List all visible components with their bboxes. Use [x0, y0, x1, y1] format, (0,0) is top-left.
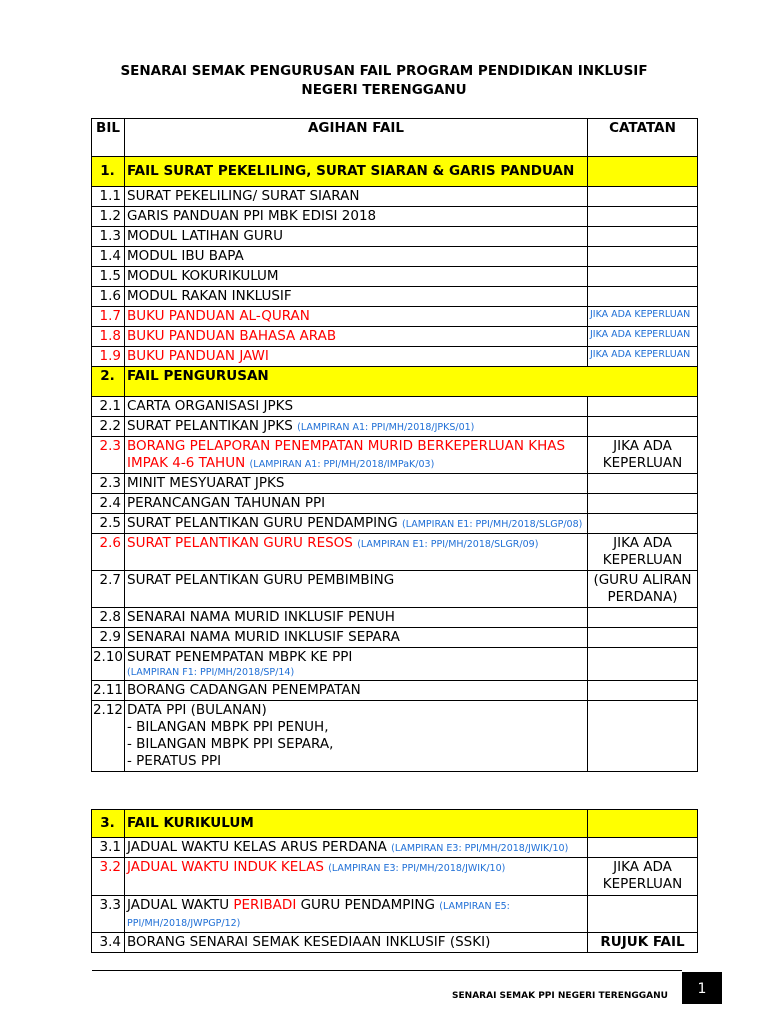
header-bil: BIL	[92, 119, 125, 157]
table-row	[92, 933, 698, 953]
row-catatan	[588, 187, 698, 207]
row-text-main: BORANG PELAPORAN PENEMPATAN MURID BERKEPERLUAN KHAS IMPAK 4-6 TAHUN	[127, 438, 566, 471]
row-bil: 2.3	[92, 474, 125, 494]
table-row	[92, 681, 698, 701]
row-bil: 2.10	[92, 648, 125, 681]
section-bil: 2.	[92, 367, 125, 397]
row-catatan	[588, 417, 698, 437]
row-bil: 1.2	[92, 207, 125, 227]
table-row	[92, 347, 698, 367]
row-text	[125, 437, 588, 474]
table-row	[92, 287, 698, 307]
row-text: MODUL IBU BAPA	[125, 247, 588, 267]
row-bil: 2.12	[92, 701, 125, 772]
page-number: 1	[682, 972, 722, 1004]
row-subline: - BILANGAN MBPK PPI PENUH,	[127, 719, 329, 735]
row-text: MODUL KOKURIKULUM	[125, 267, 588, 287]
row-text	[125, 858, 588, 896]
header-catatan: CATATAN	[588, 119, 698, 157]
table-row	[92, 187, 698, 207]
checklist-table-1	[91, 118, 698, 772]
row-catatan	[588, 628, 698, 648]
section-label: FAIL SURAT PEKELILING, SURAT SIARAN & GARIS PANDUAN	[125, 157, 588, 187]
header-agihan: AGIHAN FAIL	[125, 119, 588, 157]
row-subline: - BILANGAN MBPK PPI SEPARA,	[127, 736, 334, 752]
section-catatan	[588, 810, 698, 838]
row-text	[125, 701, 588, 772]
row-text-main: DATA PPI (BULANAN)	[127, 702, 267, 718]
row-text-main: SURAT PENEMPATAN MBPK KE PPI	[127, 649, 353, 665]
row-text-c: GURU PENDAMPING	[300, 897, 435, 913]
row-bil: 1.1	[92, 187, 125, 207]
row-bil: 2.9	[92, 628, 125, 648]
table-row	[92, 397, 698, 417]
row-catatan: RUJUK FAIL	[588, 933, 698, 953]
row-bil: 1.5	[92, 267, 125, 287]
row-text: SENARAI NAMA MURID INKLUSIF PENUH	[125, 608, 588, 628]
row-text: CARTA ORGANISASI JPKS	[125, 397, 588, 417]
row-text: MINIT MESYUARAT JPKS	[125, 474, 588, 494]
row-text: MODUL LATIHAN GURU	[125, 227, 588, 247]
row-catatan	[588, 514, 698, 534]
row-catatan: JIKA ADA KEPERLUAN	[588, 858, 698, 896]
checklist-table-2	[91, 809, 698, 953]
row-bil: 2.11	[92, 681, 125, 701]
table-row	[92, 437, 698, 474]
row-text: GARIS PANDUAN PPI MBK EDISI 2018	[125, 207, 588, 227]
row-bil: 2.8	[92, 608, 125, 628]
row-text: BUKU PANDUAN BAHASA ARAB	[125, 327, 588, 347]
row-catatan	[588, 648, 698, 681]
row-text	[125, 534, 588, 571]
row-text: BUKU PANDUAN AL-QURAN	[125, 307, 588, 327]
row-text-main: SURAT PELANTIKAN GURU RESOS	[127, 535, 353, 551]
row-bil: 3.3	[92, 896, 125, 933]
table-row	[92, 417, 698, 437]
table-row	[92, 227, 698, 247]
section-label: FAIL KURIKULUM	[125, 810, 588, 838]
footer-text: SENARAI SEMAK PPI NEGERI TERENGGANU	[452, 991, 668, 1001]
row-catatan: JIKA ADA KEPERLUAN	[588, 327, 698, 347]
table-row	[92, 247, 698, 267]
table-row	[92, 494, 698, 514]
section-row-3	[92, 810, 698, 838]
row-bil: 1.7	[92, 307, 125, 327]
table-row	[92, 514, 698, 534]
row-catatan	[588, 227, 698, 247]
row-text	[125, 514, 588, 534]
row-catatan	[588, 681, 698, 701]
row-bil: 1.8	[92, 327, 125, 347]
row-catatan	[588, 207, 698, 227]
section-label: FAIL PENGURUSAN	[125, 367, 698, 397]
row-bil: 2.1	[92, 397, 125, 417]
row-catatan	[588, 397, 698, 417]
row-catatan: JIKA ADA KEPERLUAN	[588, 347, 698, 367]
row-ref: (LAMPIRAN E3: PPI/MH/2018/JWIK/10)	[328, 863, 506, 874]
section-row-2	[92, 367, 698, 397]
table-row	[92, 307, 698, 327]
table-row	[92, 267, 698, 287]
table-row	[92, 327, 698, 347]
row-bil: 3.2	[92, 858, 125, 896]
row-text-main: JADUAL WAKTU INDUK KELAS	[127, 859, 324, 875]
row-text	[125, 648, 588, 681]
table-row	[92, 534, 698, 571]
table-row	[92, 628, 698, 648]
row-text: SENARAI NAMA MURID INKLUSIF SEPARA	[125, 628, 588, 648]
table-row	[92, 896, 698, 933]
row-catatan	[588, 247, 698, 267]
row-bil: 2.3	[92, 437, 125, 474]
row-catatan	[588, 474, 698, 494]
row-text	[125, 417, 588, 437]
table-row	[92, 858, 698, 896]
row-text-main: SURAT PELANTIKAN GURU PENDAMPING	[127, 515, 398, 531]
row-catatan	[588, 896, 698, 933]
footer-divider	[92, 970, 682, 971]
row-bil: 1.9	[92, 347, 125, 367]
row-catatan: JIKA ADA KEPERLUAN	[588, 307, 698, 327]
row-text: SURAT PEKELILING/ SURAT SIARAN	[125, 187, 588, 207]
row-catatan: JIKA ADA KEPERLUAN	[588, 534, 698, 571]
title-line-1: SENARAI SEMAK PENGURUSAN FAIL PROGRAM PENDIDIKAN INKLUSIF	[120, 63, 648, 79]
row-ref: (LAMPIRAN E5: PPI/MH/2018/JWPGP/12)	[127, 901, 510, 929]
row-ref: (LAMPIRAN E3: PPI/MH/2018/JWIK/10)	[391, 843, 569, 854]
row-bil: 1.3	[92, 227, 125, 247]
row-bil: 3.4	[92, 933, 125, 953]
row-ref: (LAMPIRAN E1: PPI/MH/2018/SLGR/09)	[357, 539, 539, 550]
row-catatan: (GURU ALIRAN PERDANA)	[588, 571, 698, 608]
row-text: SURAT PELANTIKAN GURU PEMBIMBING	[125, 571, 588, 608]
table-row	[92, 701, 698, 772]
row-bil: 1.6	[92, 287, 125, 307]
row-text-main: SURAT PELANTIKAN JPKS	[127, 418, 293, 434]
row-catatan	[588, 701, 698, 772]
title-line-2: NEGERI TERENGGANU	[301, 82, 467, 98]
row-ref: (LAMPIRAN A1: PPI/MH/2018/JPKS/01)	[297, 422, 475, 433]
row-text	[125, 896, 588, 933]
section-catatan	[588, 157, 698, 187]
table-row	[92, 648, 698, 681]
table-row	[92, 608, 698, 628]
row-bil: 2.4	[92, 494, 125, 514]
section-bil: 3.	[92, 810, 125, 838]
row-text-main: JADUAL WAKTU KELAS ARUS PERDANA	[127, 839, 387, 855]
row-text: BORANG CADANGAN PENEMPATAN	[125, 681, 588, 701]
row-bil: 2.7	[92, 571, 125, 608]
row-bil: 2.6	[92, 534, 125, 571]
section-bil: 1.	[92, 157, 125, 187]
row-catatan	[588, 287, 698, 307]
row-ref: (LAMPIRAN F1: PPI/MH/2018/SP/14)	[127, 667, 295, 678]
document-title	[0, 62, 768, 100]
table-header-row	[92, 119, 698, 157]
row-text	[125, 838, 588, 858]
row-text: PERANCANGAN TAHUNAN PPI	[125, 494, 588, 514]
row-bil: 2.5	[92, 514, 125, 534]
row-text: BUKU PANDUAN JAWI	[125, 347, 588, 367]
row-bil: 2.2	[92, 417, 125, 437]
row-catatan	[588, 267, 698, 287]
row-text: MODUL RAKAN INKLUSIF	[125, 287, 588, 307]
row-subline: - PERATUS PPI	[127, 753, 222, 769]
table-row	[92, 838, 698, 858]
row-bil: 1.4	[92, 247, 125, 267]
row-bil: 3.1	[92, 838, 125, 858]
row-catatan	[588, 838, 698, 858]
row-catatan	[588, 494, 698, 514]
row-text: BORANG SENARAI SEMAK KESEDIAAN INKLUSIF (SSKI)	[125, 933, 588, 953]
row-ref: (LAMPIRAN E1: PPI/MH/2018/SLGP/08)	[402, 519, 583, 530]
table-row	[92, 474, 698, 494]
row-catatan	[588, 608, 698, 628]
table-row	[92, 571, 698, 608]
table-row	[92, 207, 698, 227]
row-catatan: JIKA ADA KEPERLUAN	[588, 437, 698, 474]
row-text-b: PERIBADI	[233, 897, 297, 913]
row-text-a: JADUAL WAKTU	[127, 897, 230, 913]
section-row-1	[92, 157, 698, 187]
row-ref: (LAMPIRAN A1: PPI/MH/2018/IMPaK/03)	[249, 459, 435, 470]
